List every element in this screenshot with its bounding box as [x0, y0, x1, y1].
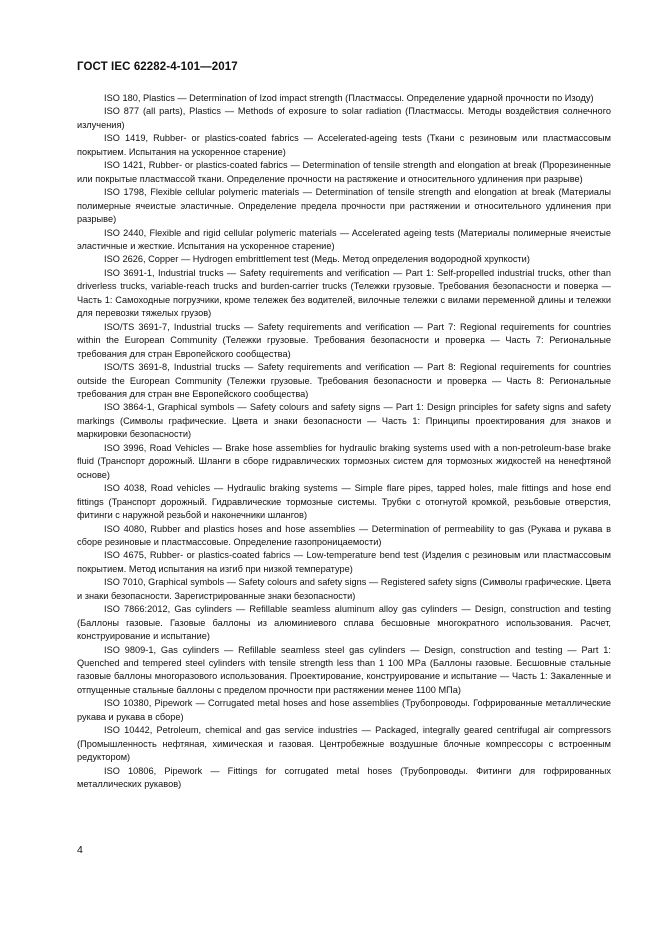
reference-entry: ISO 4080, Rubber and plastics hoses and hose assemblies — Determination of permeability to gas (Рукава и рукава в сборе резиновые и пластмассовые. Определение газопроницаемости)	[77, 523, 611, 547]
page-number: 4	[77, 844, 83, 856]
reference-entry: ISO 10442, Petroleum, chemical and gas service industries — Packaged, integrally geared centrifugal air compressors (Промышленность нефтяная, химическая и газовая. Центробежные воздушные блочные компрессоры с встроенным редуктором)	[77, 725, 611, 763]
reference-entry: ISO 180, Plastics — Determination of Izod impact strength (Пластмассы. Определение ударной прочности по Изоду)	[104, 93, 594, 103]
reference-entry: ISO 1421, Rubber- or plastics-coated fabrics — Determination of tensile strength and elongation at break (Прорезиненные или покрытые пластмассой ткани. Определение прочности на растяжение и относительного удлинения при разрыве)	[77, 160, 611, 184]
reference-entry: ISO 877 (all parts), Plastics — Methods of exposure to solar radiation (Пластмассы. Методы воздействия солнечного излучения)	[77, 106, 611, 130]
reference-entry: ISO 1419, Rubber- or plastics-coated fabrics — Accelerated-ageing tests (Ткани с резиновым или пластмассовым покрытием. Испытания на ускоренное старение)	[77, 133, 611, 157]
reference-entry: ISO 1798, Flexible cellular polymeric materials — Determination of tensile strength and elongation at break (Материалы полимерные ячеистые эластичные. Определение предела прочности при растяжении и относительного удлинения при разрыве)	[77, 187, 611, 225]
reference-entry: ISO 2626, Copper — Hydrogen embrittlement test (Медь. Метод определения водородной хрупкости)	[104, 254, 530, 265]
reference-entry: ISO 7866:2012, Gas cylinders — Refillable seamless aluminum alloy gas cylinders — Design, construction and testing (Баллоны газовые. Газовые баллоны из алюминиевого сплава бесшовные многократного использования. Расчет, конструирование и испытание)	[77, 604, 611, 642]
reference-entry: ISO 3864-1, Graphical symbols — Safety colours and safety signs — Part 1: Design principles for safety signs and safety markings (Символы графические. Цвета и знаки безопасности — Часть 1: Принципы проектирования для знаков и маркировки безопасности)	[77, 402, 611, 440]
reference-entry: ISO 4675, Rubber- or plastics-coated fabrics — Low-temperature bend test (Изделия с резиновым или пластмассовым покрытием. Метод испытания на изгиб при низкой температуре)	[77, 550, 611, 574]
reference-entry: ISO 7010, Graphical symbols — Safety colours and safety signs — Registered safety signs (Символы графические. Цвета и знаки безопасности. Зарегистрированные знаки безопасности)	[77, 577, 611, 601]
reference-entry: ISO 2440, Flexible and rigid cellular polymeric materials — Accelerated ageing tests (Материалы полимерные ячеистые эластичные и жесткие. Испытания на ускоренное старение)	[77, 227, 611, 251]
reference-entry: ISO 3996, Road Vehicles — Brake hose assemblies for hydraulic braking systems used with a non-petroleum-base brake fluid (Транспорт дорожный. Шланги в сборе гидравлических тормозных систем для тормозных жидкостей на ненефтяной основе)	[77, 442, 611, 480]
reference-entry: ISO/TS 3691-7, Industrial trucks — Safety requirements and verification — Part 7: Regional requirements for countries within the European Community (Тележки грузовые. Требования безопасности и проверка — Часть 7: Региональные требования для стран Европейского сообщества)	[77, 321, 611, 359]
reference-entry: ISO 3691-1, Industrial trucks — Safety requirements and verification — Part 1: Self-propelled industrial trucks, other than driverless trucks, variable-reach trucks and burden-carrier trucks (Тележки грузовые. Требования безопасности и поверка — Часть 1: Самоходные погрузчики, кроме тележек без водителей, вилочные тележки с вилами переменной длины и тележки для перевозки тяжелых грузов)	[77, 267, 611, 319]
reference-entry: ISO/TS 3691-8, Industrial trucks — Safety requirements and verification — Part 8: Regional requirements for countries outside the European Community (Тележки грузовые. Требования безопасности и проверка — Часть 8: Региональные требования для стран вне Европейского сообщества)	[77, 362, 611, 399]
reference-entry: ISO 10380, Pipework — Corrugated metal hoses and hose assemblies (Трубопроводы. Гофрированные металлические рукава и рукава в сборе)	[77, 698, 611, 722]
reference-entry: ISO 10806, Pipework — Fittings for corrugated metal hoses (Трубопроводы. Фитинги для гофрированных металлических рукавов)	[77, 765, 611, 790]
reference-entry: ISO 9809-1, Gas cylinders — Refillable seamless steel gas cylinders — Design, construction and testing — Part 1: Quenched and tempered steel cylinders with tensile strength less than 1 100 MPa (Баллоны газовые. Бесшовные стальные газовые баллоны многоразового использования. Проектирование, конструирование и испытание — Часть 1: Закаленные и отпущенные стальные баллоны с пределом прочности при растяжении менее 1100 МПа)	[77, 644, 611, 695]
reference-list	[77, 92, 611, 792]
document-header: ГОСТ IEC 62282-4-101—2017	[77, 61, 238, 73]
reference-entry: ISO 4038, Road vehicles — Hydraulic braking systems — Simple flare pipes, tapped holes, male fittings and hose end fittings (Транспорт дорожный. Гидравлические тормозные системы. Трубки с отогнутой кромкой, резьбовые отверстия, фитинги с наружной резьбой и наконечники шлангов)	[77, 483, 611, 521]
